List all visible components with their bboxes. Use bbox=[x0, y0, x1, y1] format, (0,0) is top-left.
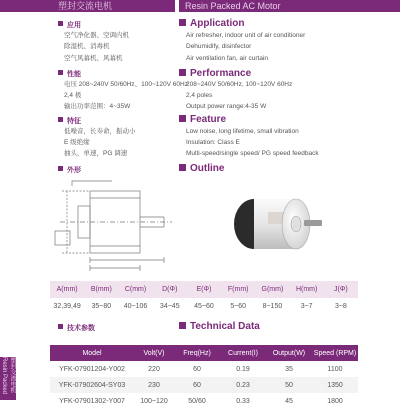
application-line-cn-2: 除湿机、消毒机 bbox=[64, 43, 110, 50]
tech-cell: 60 bbox=[174, 377, 220, 393]
feature-line-en-2: Insulation: Class E bbox=[186, 139, 240, 146]
tech-header-cell: Freq(Hz) bbox=[174, 345, 220, 361]
tech-row bbox=[50, 361, 358, 377]
dimension-value-cell: 40~106 bbox=[123, 303, 148, 310]
feature-heading-en: Feature bbox=[179, 114, 226, 126]
dimension-header-cell: D(Φ) bbox=[153, 281, 187, 298]
tech-cell: 220 bbox=[148, 365, 160, 373]
dimension-header-row bbox=[50, 281, 358, 298]
performance-line-cn-1: 电压 208~240V 50/60Hz、100~120V 60Hz bbox=[64, 81, 188, 88]
dimension-header-cell: G(mm) bbox=[255, 281, 289, 298]
square-bullet-icon bbox=[58, 117, 63, 122]
dimension-header-cell: J(Φ) bbox=[324, 281, 358, 298]
tech-heading-en: Technical Data bbox=[179, 321, 260, 333]
dimension-value-cell: 5~60 bbox=[230, 303, 247, 310]
square-bullet-icon bbox=[58, 21, 63, 26]
header-title-en: Resin Packed AC Motor bbox=[179, 0, 400, 12]
tech-cell: 1350 bbox=[312, 377, 358, 393]
dimension-value-cell: 3~7 bbox=[300, 303, 313, 310]
application-line-cn-3: 空气风幕机、风幕机 bbox=[64, 55, 123, 62]
technical-data-table bbox=[50, 345, 358, 409]
feature-heading-cn: 特征 bbox=[58, 117, 81, 126]
tech-cell: 0.33 bbox=[236, 397, 250, 405]
performance-line-en-2: 2,4 poles bbox=[186, 92, 213, 99]
dimension-header-cell: F(mm) bbox=[221, 281, 255, 298]
motor-product-image bbox=[224, 186, 324, 256]
dimension-value-cell: 8~150 bbox=[262, 303, 283, 310]
square-bullet-icon bbox=[179, 115, 186, 122]
tech-cell: 50 bbox=[266, 377, 312, 393]
feature-line-en-3: Multi-speed/single speed/ PG speed feedback bbox=[186, 150, 319, 157]
dimension-value-cell: 3~8 bbox=[334, 303, 347, 310]
outline-heading-en: Outline bbox=[179, 163, 224, 175]
outline-heading-cn: 外形 bbox=[58, 166, 81, 175]
dimension-header-cell: C(mm) bbox=[118, 281, 152, 298]
application-line-en-1: Air refresher, indoor unit of air conditioner bbox=[186, 32, 306, 39]
dimension-header-cell: B(mm) bbox=[84, 281, 118, 298]
tech-cell: 230 bbox=[134, 377, 174, 393]
performance-line-cn-3: 输出功率范围：4~35W bbox=[64, 103, 131, 110]
feature-line-en-1: Low noise, long lifetime, small vibration bbox=[186, 128, 299, 135]
square-bullet-icon bbox=[179, 164, 186, 171]
performance-line-en-3: Output power range:4-35 W bbox=[186, 103, 267, 110]
dimension-value-cell: 32,39,49 bbox=[53, 303, 81, 310]
feature-line-cn-2: E 级绝缘 bbox=[64, 139, 90, 146]
feature-line-cn-3: 抽头，单速，PG 调速 bbox=[64, 150, 128, 157]
tech-cell: 0.23 bbox=[220, 377, 266, 393]
square-bullet-icon bbox=[179, 69, 186, 76]
dimension-value-cell: 45~60 bbox=[194, 303, 214, 310]
performance-line-en-1: 208~240V 50/60Hz, 100~120V 60Hz bbox=[186, 81, 293, 88]
performance-heading-en: Performance bbox=[179, 68, 251, 80]
application-line-en-2: Dehumidify, disinfector bbox=[186, 43, 252, 50]
square-bullet-icon bbox=[58, 70, 63, 75]
feature-line-cn-1: 低噪音，长寿命，振动小 bbox=[64, 128, 136, 135]
dimension-header-cell: H(mm) bbox=[290, 281, 324, 298]
tech-cell: 50/60 bbox=[188, 397, 206, 405]
tech-header-cell: Speed (RPM) bbox=[312, 345, 358, 361]
tech-cell: 45 bbox=[285, 397, 293, 405]
tech-cell: 35 bbox=[285, 365, 293, 373]
tech-row bbox=[50, 377, 358, 393]
tech-header-cell: Volt(V) bbox=[134, 345, 174, 361]
dimension-header-cell: E(Φ) bbox=[187, 281, 221, 298]
header-title-cn: 塑封交流电机 bbox=[0, 0, 175, 12]
dimension-value-cell: 35~80 bbox=[91, 303, 112, 310]
tech-heading-cn: 技术参数 bbox=[58, 324, 95, 333]
tech-row bbox=[50, 393, 358, 409]
square-bullet-icon bbox=[179, 322, 186, 329]
tech-header-cell: Model bbox=[50, 345, 134, 361]
square-bullet-icon bbox=[58, 324, 63, 329]
motor-outline-drawing bbox=[52, 176, 182, 276]
side-category-tab bbox=[0, 357, 16, 400]
tech-cell-model: YFK-07901204-Y002 bbox=[59, 365, 125, 373]
side-tab-label: 塑封交流电机 Resin Packed bbox=[1, 357, 15, 395]
tech-header-row bbox=[50, 345, 358, 361]
tech-cell: 1100 bbox=[327, 365, 343, 373]
performance-heading-cn: 性能 bbox=[58, 70, 81, 79]
application-heading-en: Application bbox=[179, 18, 244, 30]
tech-cell-model: YFK-07901302-Y007 bbox=[59, 397, 125, 405]
application-line-cn-1: 空气净化器、空调内机 bbox=[64, 32, 129, 39]
tech-cell: 1800 bbox=[327, 397, 343, 405]
dimension-value-cell: 34~45 bbox=[159, 303, 180, 310]
application-heading-cn: 应用 bbox=[58, 21, 81, 30]
square-bullet-icon bbox=[58, 166, 63, 171]
tech-header-cell: Current(I) bbox=[220, 345, 266, 361]
tech-cell: 100~120 bbox=[140, 397, 168, 405]
tech-cell: 0.19 bbox=[236, 365, 250, 373]
application-line-en-3: Air ventilation fan, air curtain bbox=[186, 55, 269, 62]
square-bullet-icon bbox=[179, 19, 186, 26]
dimension-header-cell: A(mm) bbox=[50, 281, 84, 298]
tech-cell: 60 bbox=[193, 365, 201, 373]
dimension-table bbox=[50, 281, 358, 315]
tech-cell-model: YFK-07902604-SY03 bbox=[50, 377, 134, 393]
performance-line-cn-2: 2,4 极 bbox=[64, 92, 82, 99]
header-bar bbox=[0, 0, 400, 12]
dimension-value-row bbox=[50, 298, 358, 315]
tech-header-cell: Output(W) bbox=[266, 345, 312, 361]
